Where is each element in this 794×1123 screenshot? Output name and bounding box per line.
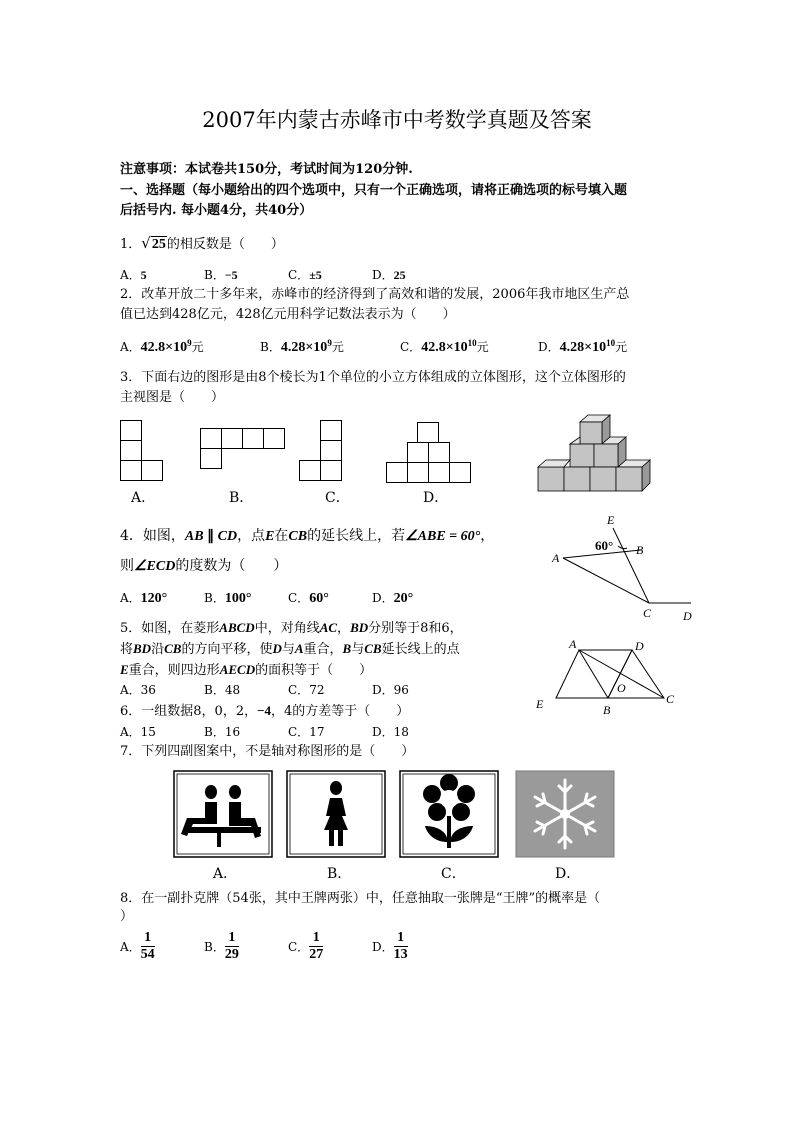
q3-line2: 主视图是（ ） (120, 390, 225, 405)
q5-line3: E重合，则四边形AECD的面积等于（ ） (120, 662, 373, 678)
q5-option-b[interactable]: B．48 (204, 683, 241, 697)
q8-option-a[interactable]: A． $\frac{1}{54}$ (120, 930, 155, 962)
q5-label-d: D (635, 639, 644, 653)
q5-option-d[interactable]: D．96 (372, 683, 409, 697)
q3-option-a-figure[interactable] (120, 420, 164, 482)
q3-label-a: A． (131, 490, 156, 506)
q6-options (120, 723, 540, 741)
q8-option-d[interactable]: D． $\frac{1}{13}$ (372, 930, 408, 962)
q6-stem: 6．一组数据8，0，2，−4，4的方差等于（ ） (120, 703, 410, 719)
q1-option-c[interactable]: C．±5 (288, 268, 322, 282)
sqrt-symbol: √ (141, 234, 151, 252)
q3-option-d-figure[interactable] (386, 422, 470, 484)
q5-label-e: E (536, 697, 544, 711)
notice: 注意事项：本试卷共150分，考试时间为120分钟. (120, 162, 413, 177)
q5-option-a[interactable]: A．36 (120, 683, 156, 697)
q7-stem: 7．下列四副图案中，不是轴对称图形的是（ ） (120, 744, 415, 759)
q5-label-o: O (617, 681, 626, 695)
q3-option-b-figure[interactable] (200, 428, 286, 470)
q4-label-a: A (552, 551, 560, 565)
q7-option-b-woman-icon[interactable] (286, 770, 386, 858)
q2-line1: 2．改革开放二十多年来，赤峰市的经济得到了高效和谐的发展，2006年我市地区生产总 (120, 287, 630, 302)
q4-line1: 4．如图，AB ∥ CD，点E在CB的延长线上，若∠ABE = 60°， (120, 528, 495, 544)
q3-option-c-figure[interactable] (299, 420, 343, 482)
section-header-line2: 后括号内. 每小题4分，共40分） (120, 203, 313, 218)
q4-label-d: D (683, 609, 692, 623)
q1-option-d[interactable]: D．25 (372, 268, 406, 282)
q8-option-b[interactable]: B． $\frac{1}{29}$ (204, 930, 239, 962)
q8-option-c[interactable]: C． $\frac{1}{27}$ (288, 930, 324, 962)
q3-line1: 3．下面右边的图形是由8个棱长为1个单位的小立方体组成的立体图形，这个立体图形的 (120, 370, 626, 385)
q2-options (120, 338, 660, 358)
q5-line2: 将BD沿CB的方向平移，使D与A重合，B与CB延长线上的点 (120, 641, 460, 657)
q2-option-b[interactable]: B．$4.28\times 10^9$元 (260, 338, 344, 355)
q2-option-d[interactable]: D．$4.28\times 10^{10}$元 (538, 338, 628, 355)
q7-label-b: B． (327, 866, 352, 882)
q2-option-c[interactable]: C．$42.8\times 10^{10}$元 (400, 338, 489, 355)
q3-label-b: B． (229, 490, 254, 506)
q6-option-c[interactable]: C．17 (288, 725, 325, 739)
q7-option-a-seated-figures-icon[interactable] (173, 770, 273, 858)
q7-label-d: D． (555, 866, 581, 882)
page-title: 2007年内蒙古赤峰市中考数学真题及答案 (202, 108, 592, 132)
q4-line2: 则∠ECD的度数为（ ） (120, 558, 288, 574)
q7-option-d-snowflake-icon[interactable] (515, 770, 615, 858)
q4-option-d[interactable]: D．20° (372, 591, 414, 606)
q4-label-e: E (607, 513, 615, 527)
section-header-line1: 一、选择题（每小题给出的四个选项中，只有一个正确选项，请将正确选项的标号填入题 (120, 183, 628, 198)
q5-label-c: C (666, 692, 675, 706)
q5-option-c[interactable]: C．72 (288, 683, 325, 697)
q1-stem (120, 233, 284, 255)
q3-cube-solid-figure (530, 410, 654, 502)
q1-text: 的相反数是（ ） (166, 237, 284, 252)
q8-line1: 8．在一副扑克牌（54张，其中王牌两张）中，任意抽取一张牌是“王牌”的概率是（ (120, 891, 601, 906)
q6-option-a[interactable]: A．15 (120, 725, 156, 739)
q5-line1: 5．如图，在菱形ABCD中，对角线AC，BD分别等于8和6， (120, 620, 463, 636)
q4-label-c: C (643, 606, 652, 620)
q5-label-b: B (603, 703, 611, 717)
q5-options (120, 681, 540, 699)
q6-option-b[interactable]: B．16 (204, 725, 241, 739)
q4-option-b[interactable]: B．100° (204, 591, 252, 606)
q2-line2: 值已达到428亿元，428亿元用科学记数法表示为（ ） (120, 307, 456, 322)
q5-label-a: A (569, 637, 577, 651)
q3-label-c: C． (325, 490, 350, 506)
q4-angle-label: 60° (595, 538, 614, 553)
q1-radicand: 25 (151, 237, 166, 252)
q8-line2: ） (120, 909, 134, 924)
q7-option-c-flower-icon[interactable] (399, 770, 499, 858)
q1-number: 1． (120, 237, 142, 252)
q4-option-c[interactable]: C．60° (288, 591, 329, 606)
q4-parallel-lines-figure (545, 510, 705, 626)
q3-label-d: D． (423, 490, 449, 506)
q4-options (120, 589, 540, 607)
q4-option-a[interactable]: A．120° (120, 591, 168, 606)
q5-rhombus-figure (532, 634, 682, 718)
q1-option-b[interactable]: B．−5 (204, 268, 238, 282)
q8-options (120, 930, 540, 974)
q7-label-c: C． (441, 866, 466, 882)
q7-label-a: A． (213, 866, 238, 882)
q4-label-b: B (636, 543, 644, 557)
q1-options (120, 266, 540, 284)
q2-option-a[interactable]: A．$42.8\times 10^9$元 (120, 338, 204, 355)
q1-option-a[interactable]: A．5 (120, 268, 147, 282)
q6-option-d[interactable]: D．18 (372, 725, 409, 739)
